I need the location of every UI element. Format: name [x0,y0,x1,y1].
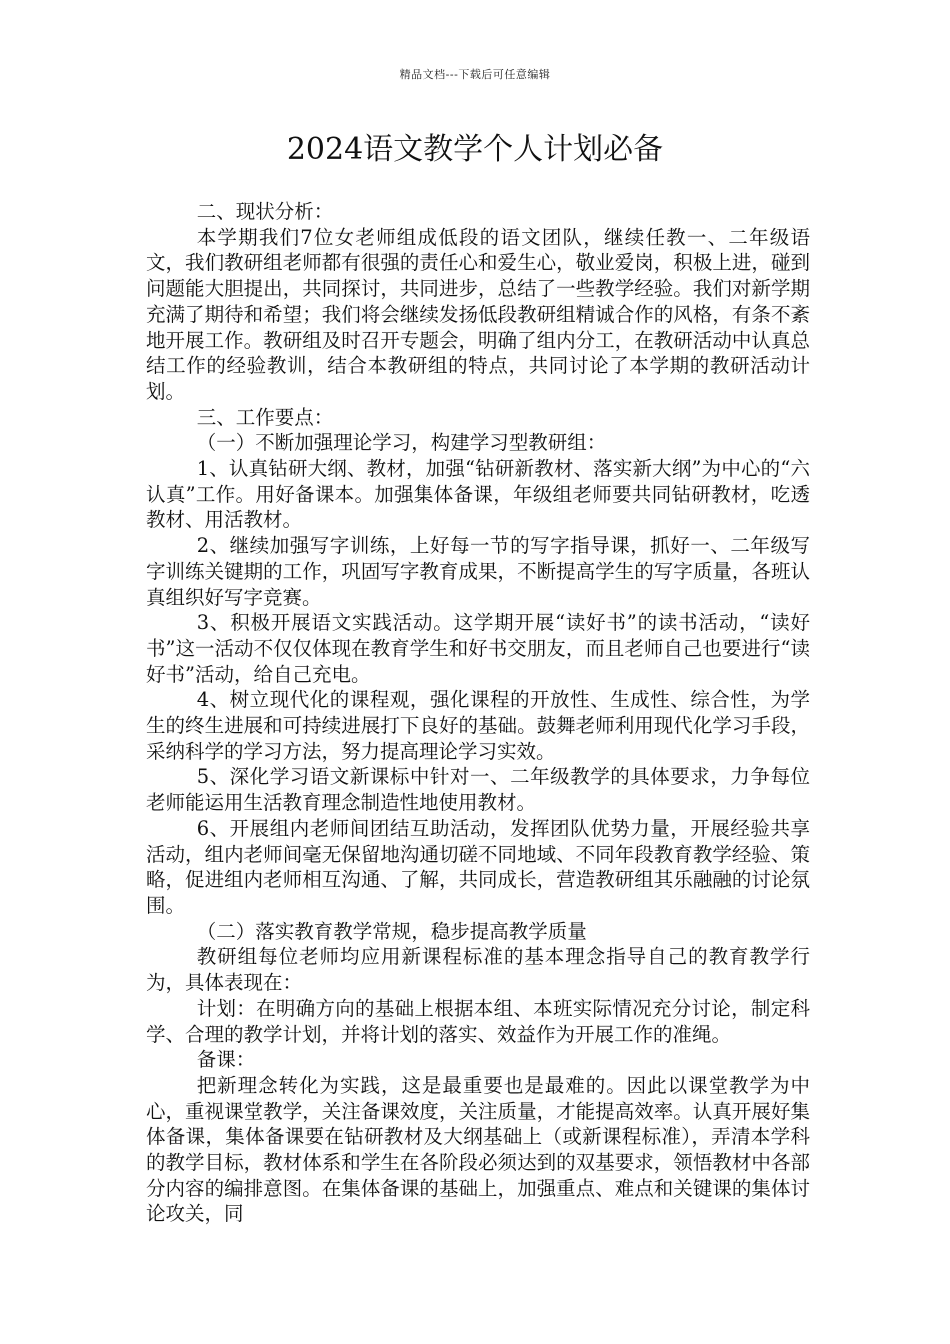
paragraph-plan: 计划：在明确方向的基础上根据本组、本班实际情况充分讨论，制定科学、合理的教学计划，并将计划的落实、效益作为开展工作的准绳。 [146,996,810,1046]
subsection-heading-teaching-routine: （二）落实教育教学常规，稳步提高教学质量 [196,919,587,943]
document-title: 2024语文教学个人计划必备 [286,132,664,167]
paragraph-item-2: 2、继续加强写字训练，上好每一节的写字指导课，抓好一、二年级写字训练关键期的工作，巩固写字教育成果，不断提高学生的写字质量，各班认真组织好写字竞赛。 [146,534,810,609]
subsection-heading-theory-learning: （一）不断加强理论学习，构建学习型教研组： [196,431,607,455]
header-note: 精品文档---下载后可任意编辑 [399,68,551,81]
paragraph-lesson-prep: 把新理念转化为实践，这是最重要也是最难的。因此以课堂教学为中心，重视课堂教学，关注备课效度，关注质量，才能提高效率。认真开展好集体备课，集体备课要在钻研教材及大纲基础上（或新课程标准），弄清本学科的教学目标，教材体系和学生在各阶段必须达到的双基要求，领悟教材中各部分内容的编排意图。在集体备课的基础上，加强重点、难点和关键课的集体讨论攻关，同 [146,1073,810,1226]
paragraph-status-analysis: 本学期我们7位女老师组成低段的语文团队，继续任教一、二年级语文，我们教研组老师都有很强的责任心和爱生心，敬业爱岗，积极上进，碰到问题能大胆提出，共同探讨，共同进步，总结了一些教学经验。我们对新学期充满了期待和希望；我们将会继续发扬低段教研组精诚合作的风格，有条不紊地开展工作。教研组及时召开专题会，明确了组内分工，在教研活动中认真总结工作的经验教训，结合本教研组的特点，共同讨论了本学期的教研活动计划。 [146,225,810,403]
paragraph-item-1: 1、认真钻研大纲、教材，加强“钻研新教材、落实新大纲”为中心的“六认真”工作。用好备课本。加强集体备课，年级组老师要共同钻研教材，吃透教材、用活教材。 [146,457,810,532]
paragraph-routine-intro: 教研组每位老师均应用新课程标准的基本理念指导自己的教育教学行为，具体表现在： [146,945,810,995]
paragraph-item-5: 5、深化学习语文新课标中针对一、二年级教学的具体要求，力争每位老师能运用生活教育理念制造性地使用教材。 [146,765,810,815]
document-body [146,199,810,1227]
heading-lesson-prep: 备课： [196,1048,256,1072]
paragraph-item-6: 6、开展组内老师间团结互助活动，发挥团队优势力量，开展经验共享活动，组内老师间毫无保留地沟通切磋不同地域、不同年段教育教学经验、策略，促进组内老师相互沟通、了解，共同成长，营造教研组其乐融融的讨论氛围。 [146,816,810,917]
paragraph-item-4: 4、树立现代化的课程观，强化课程的开放性、生成性、综合性，为学生的终生进展和可持续进展打下良好的基础。鼓舞老师利用现代化学习手段，采纳科学的学习方法，努力提高理论学习实效。 [146,688,810,763]
paragraph-item-3: 3、积极开展语文实践活动。这学期开展“读好书”的读书活动，“读好书”这一活动不仅仅体现在教育学生和好书交朋友，而且老师自己也要进行“读好书”活动，给自己充电。 [146,611,810,686]
section-heading-status-analysis: 二、现状分析： [196,200,334,223]
section-heading-work-points: 三、工作要点： [196,405,334,429]
